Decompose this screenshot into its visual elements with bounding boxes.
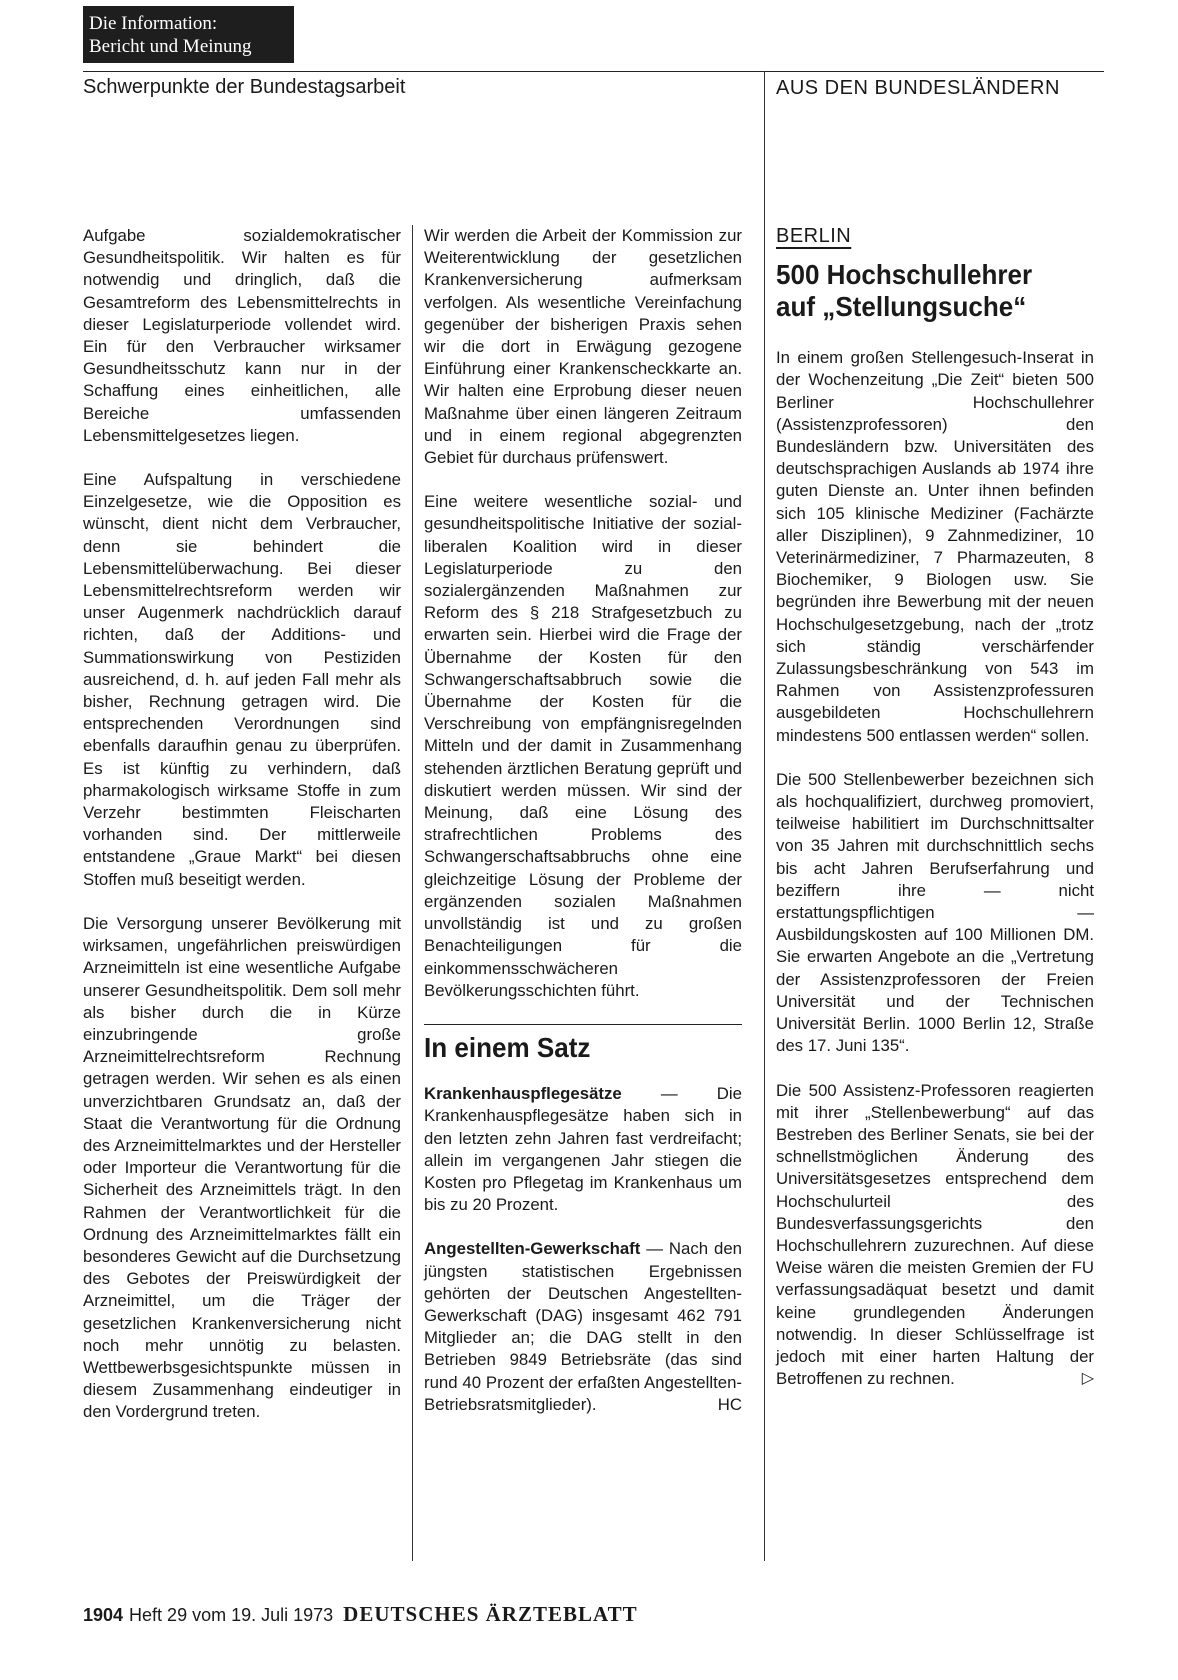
- region-label: BERLIN: [776, 225, 852, 247]
- rubric-line-1: Die Information:: [89, 13, 218, 34]
- paragraph: Wir werden die Arbeit der Kommission zur Weiterentwicklung der gesetzlichen Krankenversicherung aufmerksam verfolgen. Als wesentliche Vereinfachung gegenüber der bisherigen Praxis sehen wir die dort in Erwägung gezogene Einführung einer Krankenscheckkarte an. Wir halten eine Erprobung dieser neuen Maßnahme über einen längeren Zeitraum und in einem regional abgegrenzten Gebiet für durchaus prüfenswert.: [424, 226, 742, 468]
- article-headline: [776, 259, 1072, 323]
- column-divider-right: [764, 71, 765, 1561]
- column-3: [776, 225, 1094, 1390]
- page-number: 1904: [83, 1605, 124, 1625]
- rubric-line-2: Bericht und Meinung: [89, 36, 252, 57]
- paragraph: In einem großen Stellengesuch-Inserat in der Wochenzeitung „Die Zeit“ bieten 500 Berliner Hochschullehrer (Assistenzprofessoren) den Bundesländern bzw. Universitäten des deutschsprachigen Auslands ab 1974 ihre guten Dienste an. Unter ihnen befinden sich 105 klinische Mediziner (Fachärzte aller Disziplinen), 9 Zahnmediziner, 10 Veterinärmediziner, 7 Pharmazeuten, 8 Biochemiker, 9 Biologen usw. Sie begründen ihre Bewerbung mit der neuen Hochschulgesetzgebung, nach der „trotz sich ständig verschärfender Zulassungsbeschränkung von 543 im Rahmen von Assistenzprofessuren ausgebildeten Hochschullehrern mindestens 500 entlassen werden“ sollen.: [776, 348, 1094, 745]
- paragraph: Aufgabe sozialdemokratischer Gesundheitspolitik. Wir halten es für notwendig und dringlich, daß die Gesamtreform des Lebensmittelrechts in dieser Legislaturperiode vollendet wird. Ein für den Verbraucher wirksamer Gesundheitsschutz kann nur in der Schaffung eines einheitlichen, alle Bereiche umfassenden Lebensmittelgesetzes liegen.: [83, 226, 401, 445]
- box-title: In einem Satz: [424, 1031, 591, 1063]
- news-item: [424, 1083, 742, 1216]
- news-item: [424, 1238, 742, 1416]
- column-divider-middle: [412, 225, 413, 1561]
- section-title-left: Schwerpunkte der Bundestagsarbeit: [83, 76, 406, 98]
- column-1: [83, 225, 401, 1424]
- paragraph: Eine weitere wesentliche sozial- und gesundheitspolitische Initiative der sozial-liberalen Koalition wird in dieser Legislaturperiode zu den sozialergänzenden Maßnahmen zur Reform des § 218 Strafgesetzbuch zu erwarten sein. Hierbei wird die Frage der Übernahme der Kosten für den Schwangerschaftsabbruch sowie die Übernahme der Kosten für die Verschreibung von empfängnisregelnden Mitteln und der damit in Zusammenhang stehenden ärztlichen Beratung geprüft und diskutiert werden müssen. Wir sind der Meinung, daß eine Lösung des strafrechtlichen Problems des Schwangerschaftsabbruchs ohne eine gleichzeitige Lösung der Probleme der ergänzenden sozialen Maßnahmen unvollständig ist und zu großen Benachteiligungen für die einkommensschwächeren Bevölkerungsschichten führt.: [424, 492, 742, 1000]
- box-rule: [424, 1024, 742, 1025]
- author-signature: HC: [717, 1394, 742, 1414]
- section-title-right: AUS DEN BUNDESLÄNDERN: [776, 77, 1060, 99]
- news-item-text: — Nach den jüngsten statistischen Ergebnissen gehörten der Deutschen Angestellten-Gewerkschaft (DAG) insgesamt 462 791 Mitglieder an; die DAG stellt in den Betrieben 9849 Betriebsräte (das sind rund 40 Prozent der erfaßten Angestellten-Betriebsratsmitglieder).: [424, 1239, 742, 1414]
- headline-line-2: auf „Stellungsuche“: [776, 291, 1027, 323]
- paragraph: Die 500 Stellenbewerber bezeichnen sich als hochqualifiziert, durchweg promoviert, teilweise habilitiert im Durchschnittsalter von 35 Jahren mit durchschnittlich sechs bis acht Jahren Berufserfahrung und beziffern ihre — nicht erstattungspflichtigen — Ausbildungskosten auf 100 Millionen DM. Sie erwarten Angebote an die „Vertretung der Assistenzprofessoren der Freien Universität und der Technischen Universität Berlin. 1000 Berlin 12, Straße des 17. Juni 135“.: [776, 769, 1094, 1056]
- news-item-lead: Krankenhauspflegesätze: [424, 1084, 622, 1104]
- rubric-box: [83, 6, 294, 63]
- page-footer: [83, 1602, 638, 1627]
- headline-line-1: 500 Hochschullehrer: [776, 259, 1033, 291]
- header-rule: [83, 71, 1104, 72]
- continue-triangle-icon: ▷: [1081, 1370, 1094, 1388]
- paragraph: Die Versorgung unserer Bevölkerung mit wirksamen, ungefährlichen preiswürdigen Arzneimitteln ist eine wesentliche Aufgabe unserer Gesundheitspolitik. Dem soll mehr als bisher durch die in Kürze einzubringende große Arzneimittelrechtsreform Rechnung getragen werden. Wir sehen es als einen unverzichtbaren Grundsatz an, daß der Staat die Verantwortung für die Ordnung des Arzneimittelmarktes und der Hersteller oder Importeur die Verantwortung für die Sicherheit des Arzneimittels trägt. In den Rahmen der Verantwortlichkeit für die Ordnung des Arzneimittelmarktes fällt ein besonderes Gewicht auf die Durchsetzung des Gebotes der Preiswürdigkeit der Arzneimittel, um die Träger der gesetzlichen Krankenversicherung nicht noch mehr unnötig zu belasten. Wettbewerbsgesichtspunkte müssen in diesem Zusammenhang eindeutiger in den Vordergrund treten.: [83, 913, 401, 1422]
- issue-info: Heft 29 vom 19. Juli 1973: [129, 1605, 334, 1625]
- news-item-lead: Angestellten-Gewerkschaft: [424, 1239, 641, 1259]
- news-item-text: — Die Krankenhauspflegesätze haben sich in den letzten zehn Jahren fast verdreifacht; allein im vergangenen Jahr stiegen die Kosten pro Pflegetag im Krankenhaus um bis zu 20 Prozent.: [424, 1084, 742, 1215]
- paragraph-text: Die 500 Assistenz-Professoren reagierten mit ihrer „Stellenbewerbung“ auf das Bestreben des Berliner Senats, sie bei der schnellstmöglichen Änderung des Universitätsgesetzes entsprechend dem Hochschulurteil des Bundesverfassungsgerichts den Hochschullehrern zuzurechnen. Auf diese Weise wären die meisten Gremien der FU verfassungsadäquat besetzt und damit keine grundlegenden Änderungen notwendig. In dieser Schlüsselfrage ist jedoch mit einer harten Haltung der Betroffenen zu rechnen.: [776, 1080, 1094, 1389]
- paragraph: [776, 1080, 1094, 1391]
- column-2: [424, 225, 742, 1416]
- journal-name: DEUTSCHES ÄRZTEBLATT: [343, 1602, 638, 1626]
- paragraph: Eine Aufspaltung in verschiedene Einzelgesetze, wie die Opposition es wünscht, dient nicht dem Verbraucher, denn sie behindert die Lebensmittelüberwachung. Bei dieser Lebensmittelrechtsreform werden wir unser Augenmerk nachdrücklich darauf richten, daß der Additions- und Summationswirkung von Pestiziden ausreichend, d. h. auf jeden Fall mehr als bisher, Rechnung getragen wird. Die entsprechenden Verordnungen sind ebenfalls daraufhin genau zu überprüfen. Es ist künftig zu verhindern, daß pharmakologisch wirksame Stoffe in zum Verzehr bestimmten Fleischarten vorhanden sind. Der mittlerweile entstandene „Graue Markt“ bei diesen Stoffen muß beseitigt werden.: [83, 470, 401, 889]
